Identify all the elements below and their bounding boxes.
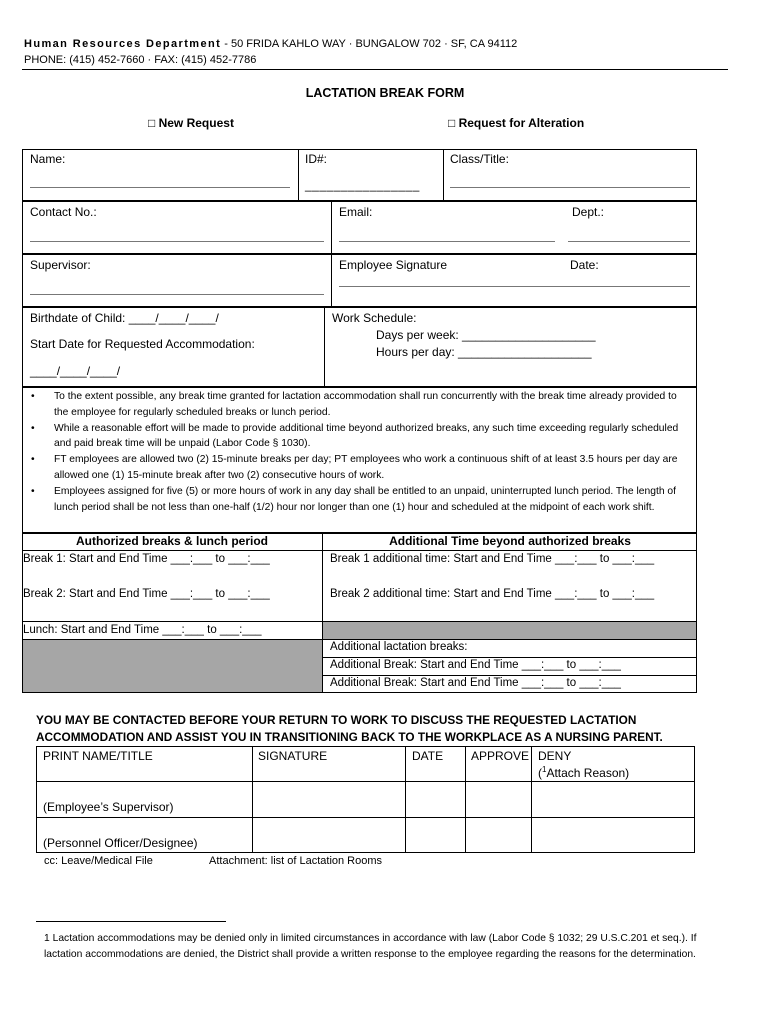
supervisor-row-label: (Employee’s Supervisor): [43, 800, 174, 814]
header-separator: -: [221, 38, 231, 50]
contact-label: Contact No.:: [30, 205, 97, 219]
new-request-checkbox[interactable]: □ New Request: [148, 116, 234, 130]
work-schedule-label: Work Schedule:: [332, 311, 417, 325]
divider: [36, 781, 695, 782]
footnote: 1 Lactation accommodations may be denied only in limited circumstances in accordance with law (Labor Code § 1032; 29 U.S.C.201 et seq.). If lactation accommodations are denied, the District shall provide a written response to the employee regarding the reasons for the determination.: [44, 933, 697, 960]
break1-field[interactable]: Break 1: Start and End Time ___:___ to ___:___: [23, 553, 270, 565]
dept-label: Dept.:: [572, 205, 605, 219]
signature-date-field[interactable]: [339, 286, 690, 287]
divider: [322, 675, 697, 676]
email-field[interactable]: [339, 241, 555, 242]
divider: [252, 746, 253, 853]
id-field[interactable]: ________________: [305, 178, 420, 192]
form-title: LACTATION BREAK FORM: [305, 86, 465, 100]
contact-notice: YOU MAY BE CONTACTED BEFORE YOUR RETURN TO WORK TO DISCUSS THE REQUESTED LACTATION ACCOMMODATION AND ASSIST YOU IN TRANSITIONING BACK TO THE WORKPLACE AS A NURSING PARENT.: [36, 713, 663, 744]
header-divider: [22, 69, 728, 70]
divider: [22, 550, 697, 551]
dept-field[interactable]: [568, 241, 690, 242]
name-id-section: [22, 149, 697, 201]
divider: [331, 254, 332, 307]
divider: [331, 201, 332, 254]
footnote-divider: [36, 921, 226, 922]
divider: [298, 149, 299, 201]
department-address: 50 FRIDA KAHLO WAY · BUNGALOW 702 · SF, CA 94112: [230, 38, 518, 50]
start-date-label: Start Date for Requested Accommodation:: [30, 337, 255, 351]
divider: [531, 746, 532, 853]
footnote-ref: 1: [542, 765, 547, 774]
class-title-label: Class/Title:: [450, 152, 509, 166]
list-item: • To the extent possible, any break time granted for lactation accommodation shall run concurrently with the break time already provided to the employee for regularly scheduled breaks or lunch period.: [24, 389, 692, 421]
authorized-breaks-header: Authorized breaks & lunch period: [75, 534, 269, 548]
class-title-field[interactable]: [450, 187, 690, 188]
contact-field[interactable]: [30, 241, 324, 242]
divider: [465, 746, 466, 853]
divider: [324, 307, 325, 387]
list-item: • Employees assigned for five (5) or more hours of work in any day shall be entitled to an unpaid, uninterrupted lunch period. The length of lunch period shall be not less than one-half (1/2) hour nor longer than one (1) hour and scheduled at the midpoint of each work shift.: [24, 484, 692, 516]
attachment-note: Attachment: list of Lactation Rooms: [209, 855, 383, 867]
date-label: Date:: [570, 258, 599, 272]
department-name: Human Resources Department: [24, 38, 222, 50]
deny-note: [538, 765, 629, 780]
col-signature: SIGNATURE: [258, 749, 328, 763]
deny-note-open: (: [538, 766, 542, 780]
supervisor-field[interactable]: [30, 294, 324, 295]
additional-break-field[interactable]: Additional Break: Start and End Time ___:___ to ___:___: [330, 659, 621, 671]
divider: [405, 746, 406, 853]
lunch-field[interactable]: Lunch: Start and End Time ___:___ to ___:___: [23, 624, 262, 636]
alteration-request-checkbox[interactable]: □ Request for Alteration: [448, 116, 585, 130]
col-approve: APPROVE: [471, 749, 530, 763]
divider: [22, 639, 697, 640]
start-date-field[interactable]: ____/____/____/: [30, 364, 121, 378]
break2-field[interactable]: Break 2: Start and End Time ___:___ to ___:___: [23, 588, 270, 600]
name-field[interactable]: [30, 187, 290, 188]
list-item: • FT employees are allowed two (2) 15-minute breaks per day; PT employees who work a continuous shift of at least 3.5 hours per day are allowed one (1) 15-minute break after two (2) consecutive hours of work.: [24, 452, 692, 484]
list-item: • While a reasonable effort will be made to provide additional time beyond authorized breaks, any such time exceeding regularly scheduled and paid break time will be unpaid (Labor Code § 1030).: [24, 421, 692, 453]
supervisor-label: Supervisor:: [30, 258, 91, 272]
break2-additional-field[interactable]: Break 2 additional time: Start and End Time ___:___ to ___:___: [330, 588, 655, 600]
shaded-cell: [323, 621, 696, 639]
birthdate-field[interactable]: Birthdate of Child: ____/____/____/: [30, 311, 219, 325]
id-label: ID#:: [305, 152, 328, 166]
department-header: [24, 38, 517, 50]
divider: [322, 657, 697, 658]
cc-note: cc: Leave/Medical File: [44, 855, 153, 867]
shaded-cell: [23, 640, 322, 692]
days-per-week-field[interactable]: Days per week: ____________________: [376, 328, 596, 342]
additional-lactation-label: Additional lactation breaks:: [330, 641, 468, 653]
deny-note-text: Attach Reason): [546, 766, 630, 780]
divider: [22, 621, 697, 622]
policy-list: [24, 389, 692, 515]
personnel-row-label: (Personnel Officer/Designee): [43, 836, 198, 850]
additional-time-header: Additional Time beyond authorized breaks: [389, 534, 631, 548]
divider: [36, 817, 695, 818]
divider: [443, 149, 444, 201]
col-date: DATE: [412, 749, 444, 763]
divider: [322, 533, 323, 693]
email-label: Email:: [339, 205, 373, 219]
employee-signature-label: Employee Signature: [339, 258, 448, 272]
name-label: Name:: [30, 152, 66, 166]
break1-additional-field[interactable]: Break 1 additional time: Start and End Time ___:___ to ___:___: [330, 553, 655, 565]
hours-per-day-field[interactable]: Hours per day: ____________________: [376, 345, 592, 359]
department-phone: PHONE: (415) 452-7660 · FAX: (415) 452-7786: [24, 54, 257, 66]
additional-break-field[interactable]: Additional Break: Start and End Time ___:___ to ___:___: [330, 677, 621, 689]
col-deny: DENY: [538, 749, 572, 763]
col-print-name: PRINT NAME/TITLE: [43, 749, 153, 763]
